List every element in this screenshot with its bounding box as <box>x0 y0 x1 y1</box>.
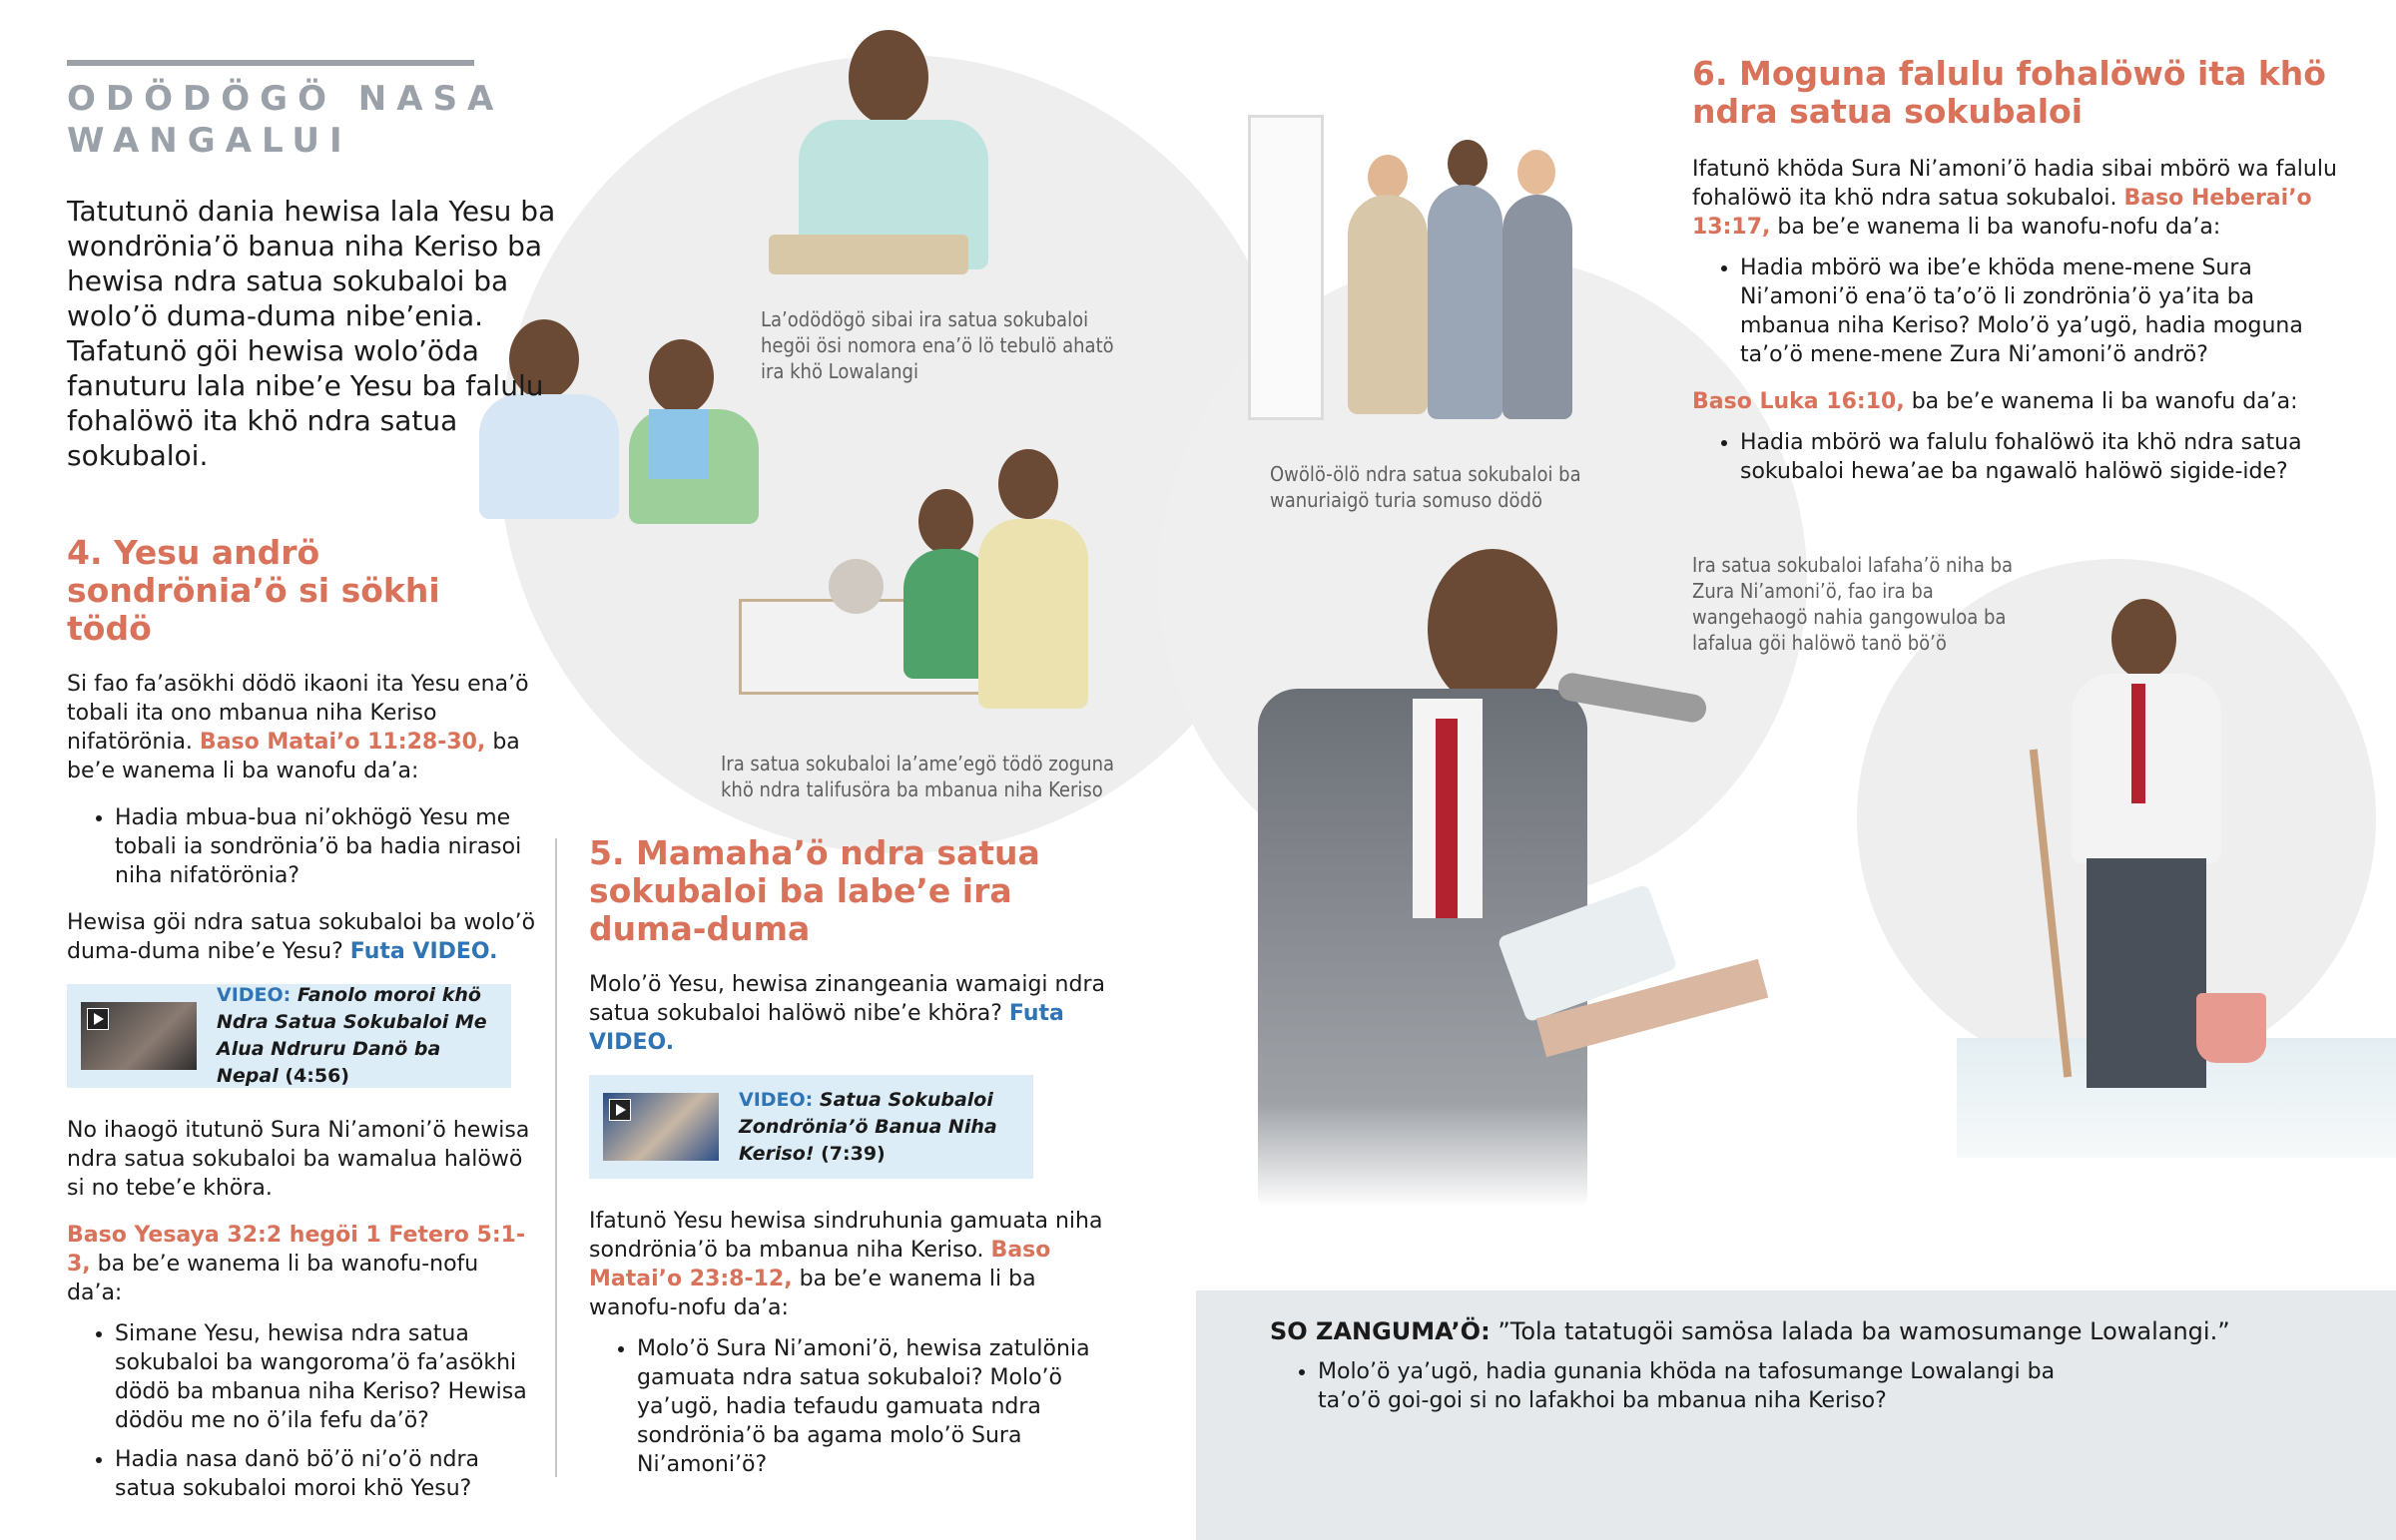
question-item: • Molo’ö ya’ugö, hadia gunania khöda na tafosumange Lowalangi ba ta’o’ö goi-goi si no lafakhoi ba mbanua niha Keriso? <box>1318 1357 2096 1415</box>
section-4-questions-2 <box>67 1319 536 1503</box>
section-6 <box>1692 55 2351 504</box>
play-icon <box>609 1099 631 1121</box>
man-reading-illustration <box>769 30 1008 279</box>
section-4-title: 4. Yesu andrö sondrönia’ö si sökhi tödö <box>67 533 440 648</box>
caption-cleaning: Ira satua sokubaloi lafaha’ö niha ba Zura Ni’amoni’ö, fao ira ba wangehaogö nahia gangowuloa ba lafalua göi halöwö tanö bö’ö <box>1692 553 2014 655</box>
video-title: Satua Sokubaloi Zondrönia’ö Banua Niha Keriso! <box>739 1088 997 1165</box>
section-4-paragraph-1: Si fao fa’asökhi dödö ikaoni ita Yesu ena’ö tobali ita ono mbanua niha Keriso nifatörönia. Baso Matai’o 11:28-30, ba be’e wanema li ba wanofu da’a: <box>67 672 529 783</box>
question-item: • Hadia mbörö wa falulu fohalöwö ita khö ndra satua sokubaloi hewa’ae ba ngawalö halöwö sigide-ide? <box>1740 428 2351 486</box>
section-6-paragraph-1: Ifatunö khöda Sura Ni’amoni’ö hadia sibai mbörö wa falulu fohalöwö ita khö ndra satua sokubaloi. Baso Heberai’o 13:17, ba be’e wanema li ba wanofu-nofu da’a: <box>1692 157 2337 240</box>
section-6-paragraph-2: Baso Luka 16:10, ba be’e wanema li ba wanofu da’a: <box>1692 389 2298 414</box>
video-title: Fanolo moroi khö Ndra Satua Sokubaloi Me Alua Ndruru Danö ba Nepal <box>217 984 487 1087</box>
watch-video-link[interactable]: Futa VIDEO. <box>589 1001 1064 1055</box>
section-4-paragraph-2: Hewisa göi ndra satua sokubaloi ba wolo’ö duma-duma nibe’e Yesu? Futa VIDEO. <box>67 910 536 964</box>
video-label: VIDEO: <box>739 1088 814 1111</box>
question-item: • Hadia nasa danö bö’ö ni’o’ö ndra satua sokubaloi moroi khö Yesu? <box>115 1445 536 1503</box>
speaker-illustration <box>1258 549 1757 1248</box>
scripture-link[interactable]: Baso Heberai’o 13:17, <box>1692 186 2312 240</box>
summary-label: SO ZANGUMA’Ö: <box>1270 1317 1491 1345</box>
video-duration: (4:56) <box>285 1065 349 1087</box>
section-5-paragraph-2: Ifatunö Yesu hewisa sindruhunia gamuata niha sondrönia’ö ba mbanua niha Keriso. Baso Matai’o 23:8-12, ba be’e wanema li ba wanofu-nofu da’a: <box>589 1209 1103 1320</box>
intro-text: Tatutunö dania hewisa lala Yesu ba wondrönia’ö banua niha Keriso ba hewisa ndra satua sokubaloi ba wolo’ö duma-duma nibe’enia. Tafatunö göi hewisa wolo’öda fanuturu lala nibe’e Yesu ba falulu fohalöwö ita khö ndra satua sokubaloi. <box>67 195 556 472</box>
caption-reading: La’odödögö sibai ira satua sokubaloi hegöi ösi nomora ena’ö lö tebulö ahatö ira khö Lowalangi <box>761 307 1114 383</box>
scripture-link[interactable]: Baso Luka 16:10, <box>1692 389 1905 414</box>
question-item: • Hadia mbörö wa ibe’e khöda mene-mene Sura Ni’amoni’ö ena’ö ta’o’ö li zondrönia’ö ya’ita ba mbanua niha Keriso? Molo’ö ya’ugö, hadia moguna ta’o’ö mene-mene Zura Ni’amoni’ö andrö? <box>1740 254 2351 369</box>
footer-summary <box>1270 1315 2348 1433</box>
section-5 <box>589 834 1128 1497</box>
section-6-title: 6. Moguna falulu fohalöwö ita khö ndra satua sokubaloi <box>1692 54 2326 131</box>
section-6-questions-1 <box>1692 254 2351 369</box>
video-duration: (7:39) <box>821 1142 886 1165</box>
cleaning-illustration <box>1987 599 2266 1118</box>
scripture-link[interactable]: Baso Matai’o 11:28-30, <box>199 730 486 755</box>
section-4-questions-1 <box>67 803 536 890</box>
video-card-nepal[interactable] <box>67 984 511 1088</box>
section-4-paragraph-3: No ihaogö itutunö Sura Ni’amoni’ö hewisa ndra satua sokubaloi ba wamalua halöwö si no tebe’e khöra. <box>67 1118 530 1201</box>
scripture-link[interactable]: Baso Matai’o 23:8-12, <box>589 1238 1051 1291</box>
section-6-questions-2 <box>1692 428 2351 486</box>
summary-quote: ”Tola tatatugöi samösa lalada ba wamosumange Lowalangi.” <box>1498 1317 2230 1345</box>
play-icon <box>87 1008 109 1030</box>
hospital-visit-illustration <box>739 449 1108 729</box>
question-item: • Molo’ö Sura Ni’amoni’ö, hewisa zatulönia gamuata ndra satua sokubaloi? Molo’ö ya’ugö, hadia tefaudu gamuata ndra sondrönia’ö ba agama molo’ö Sura Ni’amoni’ö? <box>637 1334 1128 1479</box>
section-5-paragraph-1: Molo’ö Yesu, hewisa zinangeania wamaigi ndra satua sokubaloi halöwö nibe’e khöra? Futa VIDEO. <box>589 972 1105 1055</box>
column-divider <box>555 838 557 1477</box>
caption-hospital: Ira satua sokubaloi la’ame’egö tödö zoguna khö ndra talifusöra ba mbanua niha Keriso <box>721 752 1115 801</box>
section-4-paragraph-4: Baso Yesaya 32:2 hegöi 1 Fetero 5:1-3, ba be’e wanema li ba wanofu-nofu da’a: <box>67 1223 526 1305</box>
header-rule <box>67 60 474 66</box>
scripture-link[interactable]: Baso Yesaya 32:2 hegöi 1 Fetero 5:1-3, <box>67 1223 526 1277</box>
question-item: • Hadia mbua-bua ni’okhögö Yesu me tobali ia sondrönia’ö ba hadia nirasoi niha nifatörönia? <box>115 803 536 890</box>
video-card-shepherds[interactable] <box>589 1075 1033 1179</box>
summary-questions <box>1270 1357 2096 1415</box>
page-kicker: ODÖDÖGÖ NASA WANGALUI <box>67 79 504 161</box>
video-thumbnail <box>81 1002 197 1070</box>
watch-video-link[interactable]: Futa VIDEO. <box>349 939 498 964</box>
section-5-title: 5. Mamaha’ö ndra satua sokubaloi ba labe’e ira duma-duma <box>589 833 1040 948</box>
question-item: • Simane Yesu, hewisa ndra satua sokubaloi ba wangoroma’ö fa’asökhi dödö ba mbanua niha Keriso? Hewisa dödöu me no ö’ila fefu da’ö? <box>115 1319 536 1435</box>
caption-ministry: Owölö-ölö ndra satua sokubaloi ba wanuriaigö turia somuso dödö <box>1270 462 1581 512</box>
section-5-questions <box>589 1334 1128 1479</box>
ministry-illustration <box>1248 115 1587 434</box>
section-4 <box>67 534 536 1521</box>
video-thumbnail <box>603 1093 719 1161</box>
video-label: VIDEO: <box>217 984 292 1006</box>
